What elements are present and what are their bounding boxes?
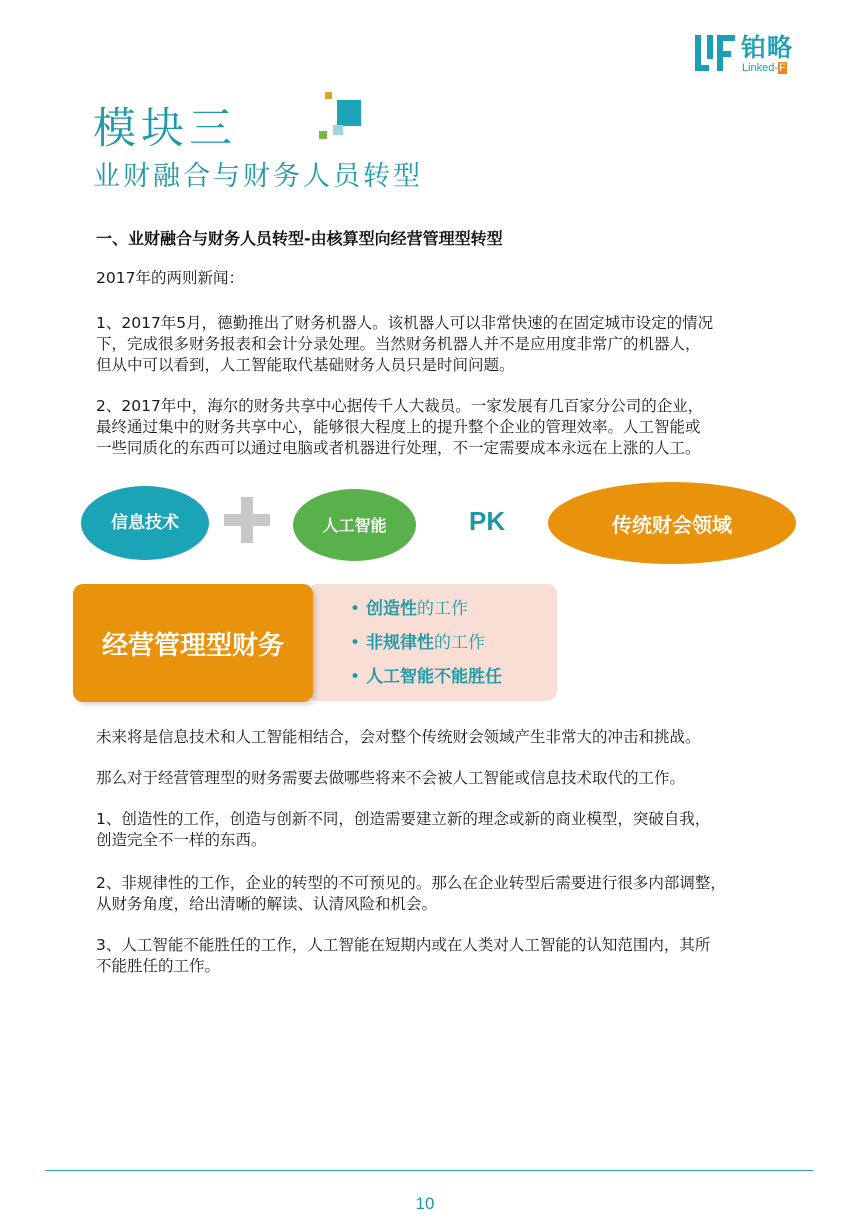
deco-square-green [319,131,327,139]
feature-item: • 非规律性的工作 [350,633,486,653]
section-heading: 一、业财融合与财务人员转型-由核算型向经营管理型转型 [96,229,503,248]
pk-label: PK [469,506,506,536]
brand-logo [693,33,813,77]
body-paragraph-3-line2: 创造完全不一样的东西。 [96,831,267,849]
body-paragraph-5-line2: 不能胜任的工作。 [96,957,221,975]
news1-line1: 1、2017年5月，德勤推出了财务机器人。该机器人可以非常快速的在固定城市设定的情况 [96,314,714,332]
deco-square-large [337,100,361,126]
feature-item: • 人工智能不能胜任 [350,667,503,687]
deco-square-small [325,92,332,99]
news1-line3: 但从中可以看到，人工智能取代基础财务人员只是时间问题。 [96,356,515,374]
module-subtitle: 业财融合与财务人员转型 [93,161,423,192]
logo-text-cn: 铂略 [741,33,794,62]
deco-square-light [333,125,343,135]
logo-text-en: Linked-F [742,62,786,74]
news1-line2: 下，完成很多财务报表和会计分录处理。当然财务机器人并不是应用度非常广的机器人， [96,335,701,353]
body-paragraph-3-line1: 1、创造性的工作，创造与创新不同，创造需要建立新的理念或新的商业模型，突破自我， [96,810,711,828]
news2-line1: 2、2017年中，海尔的财务共享中心据传千人大裁员。一家发展有几百家分公司的企业， [96,397,704,415]
page-number: 10 [415,1194,435,1213]
body-paragraph-4-line1: 2、非规律性的工作，企业的转型的不可预见的。那么在企业转型后需要进行很多内部调整， [96,874,726,892]
body-paragraph-2: 那么对于经营管理型的财务需要去做哪些将来不会被人工智能或信息技术取代的工作。 [96,769,686,787]
footer-divider [45,1170,813,1171]
ai-ellipse: 人工智能 [293,489,416,561]
feature-item: • 创造性的工作 [350,599,469,619]
plus-icon-bar [224,514,270,526]
news2-line2: 最终通过集中的财务共享中心，能够很大程度上的提升整个企业的管理效率。人工智能或 [96,418,701,436]
logo-mark-icon [693,33,737,73]
news2-line3: 一些同质化的东西可以通过电脑或者机器进行处理，不一定需要成本永远在上涨的人工。 [96,439,701,457]
body-paragraph-5-line1: 3、人工智能不能胜任的工作，人工智能在短期内或在人类对人工智能的认知范围内，其所 [96,936,711,954]
traditional-ellipse: 传统财会领域 [548,482,796,564]
body-paragraph-4-line2: 从财务角度，给出清晰的解读、认清风险和机会。 [96,895,438,913]
body-paragraph-1: 未来将是信息技术和人工智能相结合，会对整个传统财会领域产生非常大的冲击和挑战。 [96,728,701,746]
mgmt-finance-box: 经营管理型财务 [73,584,313,702]
it-ellipse: 信息技术 [81,486,209,560]
news-intro: 2017年的两则新闻： [96,269,244,287]
module-title: 模块三 [93,104,237,154]
